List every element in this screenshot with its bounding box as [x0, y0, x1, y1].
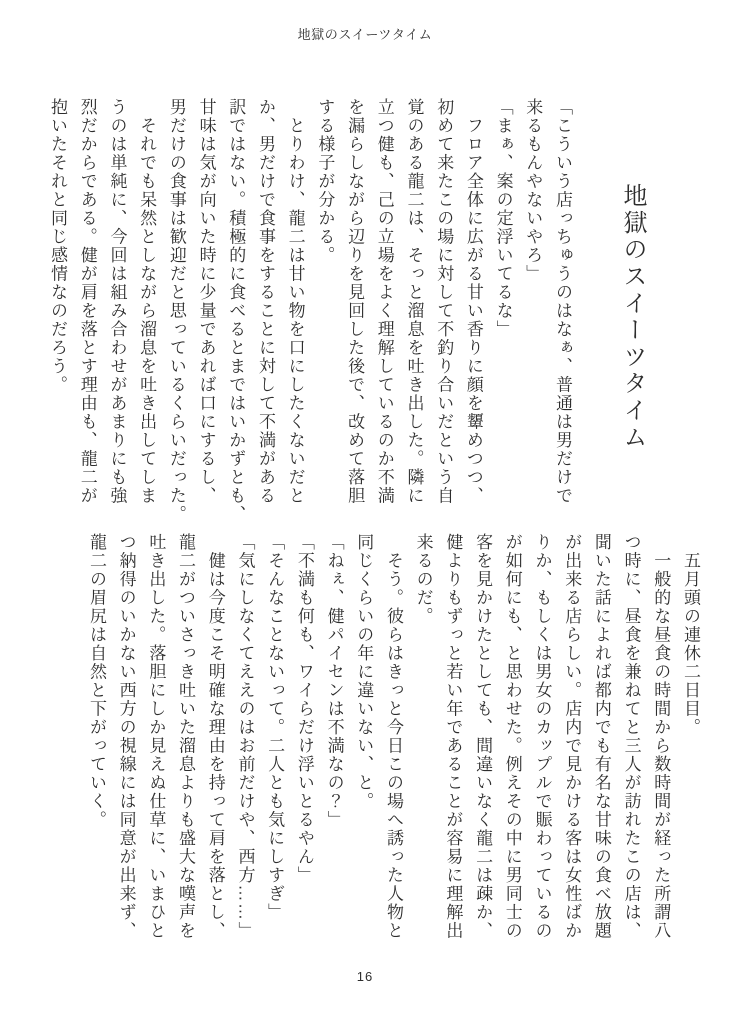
text-line: 健よりもずっと若い年であることが容易に理解出 — [443, 533, 463, 940]
text-line: つ時に、昼食を兼ねてと三人が訪れたこの店は、 — [621, 533, 641, 940]
text-line: 男だけの食事は歓迎だと思っているくらいだった。 — [166, 98, 186, 524]
text-line: 抱いたそれと同じ感情なのだろう。 — [48, 98, 68, 394]
text-line: 立つ健も、己の立場をよく理解しているのか不満 — [374, 98, 394, 505]
text-line: うのは単純に、今回は組み合わせがあまりにも強 — [107, 98, 127, 505]
text-line: 「こういう店っちゅうのはなぁ、普通は男だけで — [553, 98, 572, 505]
text-line: それでも呆然としながら溜息を吐き出してしま — [137, 98, 157, 505]
text-line: 「気にしなくてええのはお前だけや、西方……」 — [235, 533, 255, 940]
text-line: を漏らしながら辺りを見回した後で、改めて落胆 — [345, 98, 365, 505]
page-number: 16 — [356, 969, 374, 984]
text-line: 「まぁ、案の定浮いてるな」 — [493, 98, 513, 339]
text-line: とりわけ、龍二は甘い物を口にしたくないだと — [285, 98, 305, 505]
text-line: そう。彼らはきっと今日この場へ誘った人物と — [383, 533, 403, 940]
running-header: 地獄のスイーツタイム — [297, 27, 433, 42]
text-line: 一般的な昼食の時間から数時間が経った所謂八 — [651, 533, 671, 940]
text-line: 「そんなことないって。二人とも気にしすぎ」 — [265, 533, 285, 922]
lower-text-block — [81, 533, 705, 940]
text-line: 来るのだ。 — [413, 533, 433, 626]
text-line: 甘味は気が向いた時に少量であれば口にするし、 — [196, 98, 216, 505]
story-title: 地獄のスイーツタイム — [619, 183, 646, 451]
text-line: する様子が分かる。 — [315, 98, 335, 265]
text-line: フロア全体に広がる甘い香りに顔を顰めつつ、 — [463, 98, 483, 505]
text-line: 健は今度こそ明確な理由を持って肩を落とし、 — [205, 533, 225, 940]
text-line: 「ねぇ、健パイセンは不満なの？」 — [324, 533, 344, 829]
text-line: 同じくらいの年に違いない、と。 — [354, 533, 374, 811]
text-line: 初めて来たこの場に対して不釣り合いだという自 — [434, 98, 454, 505]
text-line: が如何にも、と思わせた。例えその中に男同士の — [502, 533, 522, 940]
text-line: か、男だけで食事をすることに対して不満がある — [255, 98, 275, 505]
text-line: 訳ではない。積極的に食べるとまではいかずとも、 — [226, 98, 246, 524]
text-line: 烈だからである。健が肩を落とす理由も、龍二が — [77, 98, 97, 505]
text-line: 「不満も何も、ワイらだけ浮いとるやん」 — [294, 533, 314, 885]
text-line: りか、もしくは男女のカップルで賑わっているの — [532, 533, 552, 940]
text-line: 五月頭の連休二日目。 — [681, 533, 700, 737]
text-line: 龍二の眉尻は自然と下がっていく。 — [86, 533, 106, 829]
text-line: 来るもんやないやろ」 — [523, 98, 543, 283]
text-line: 客を見かけたとしても、間違いなく龍二は疎か、 — [473, 533, 493, 940]
text-line: 吐き出した。落胆にしか見えぬ仕草に、いまひと — [146, 533, 166, 940]
text-line: 聞いた話によれば都内でも有名な甘味の食べ放題 — [591, 533, 611, 940]
text-line: 覚のある龍二は、そっと溜息を吐き出した。隣に — [404, 98, 424, 505]
text-line: が出来る店らしい。店内で見かける客は女性ばか — [562, 533, 582, 940]
text-line: 龍二がついさっき吐いた溜息よりも盛大な嘆声を — [176, 533, 196, 940]
upper-text-block — [42, 98, 577, 524]
text-line: つ納得のいかない西方の視線には同意が出来ず、 — [116, 533, 136, 940]
